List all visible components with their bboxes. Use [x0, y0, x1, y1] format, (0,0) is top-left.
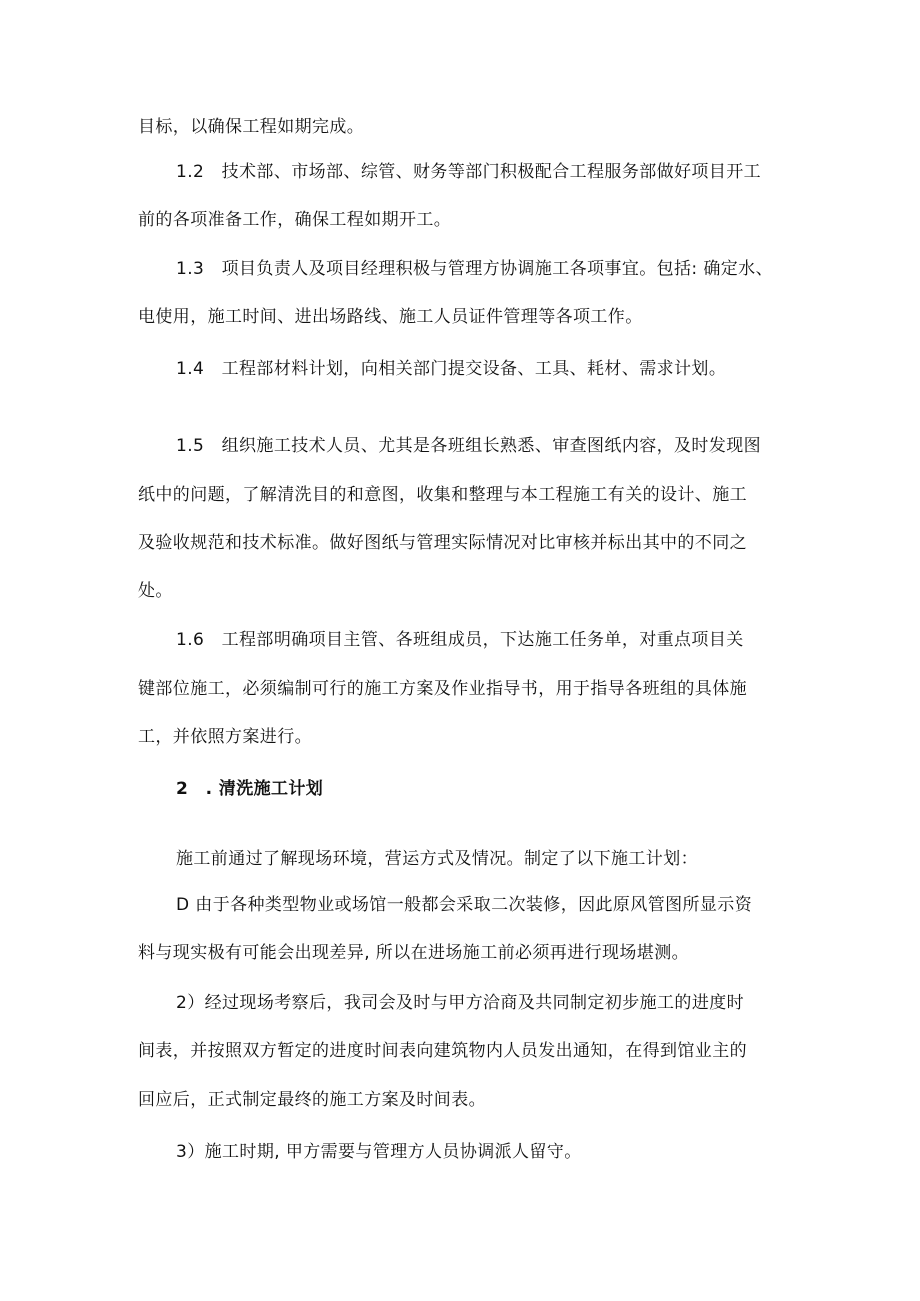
- text-line-3: 前的各项准备工作，确保工程如期开工。: [138, 210, 452, 230]
- text-line-8: 纸中的问题，了解清洗目的和意图，收集和整理与本工程施工有关的设计、施工: [138, 485, 747, 505]
- text-line-15: D 由于各种类型物业或场馆一般都会采取二次装修，因此原风管图所显示资: [176, 895, 753, 915]
- text-line-13: 工，并依照方案进行。: [138, 727, 312, 747]
- text-line-9: 及验收规范和技术标准。做好图纸与管理实际情况对比审核并标出其中的不同之: [138, 533, 747, 553]
- text-line-2: 1.2 技术部、市场部、综管、财务等部门积极配合工程服务部做好项目开工: [176, 162, 762, 182]
- text-line-10: 处。: [138, 581, 173, 601]
- section-heading: 2 . 清洗施工计划: [176, 779, 324, 799]
- text-line-12: 键部位施工，必须编制可行的施工方案及作业指导书，用于指导各班组的具体施: [138, 679, 747, 699]
- text-line-14: 施工前通过了解现场环境，营运方式及情况。制定了以下施工计划：: [176, 849, 698, 869]
- text-line-4: 1.3 项目负责人及项目经理积极与管理方协调施工各项事宜。包括: 确定水、: [176, 259, 773, 279]
- text-line-19: 回应后，正式制定最终的施工方案及时间表。: [138, 1090, 486, 1110]
- text-line-5: 电使用，施工时间、进出场路线、施工人员证件管理等各项工作。: [138, 307, 643, 327]
- text-line-18: 间表，并按照双方暂定的进度时间表向建筑物内人员发出通知，在得到馆业主的: [138, 1041, 747, 1061]
- text-line-1: 目标，以确保工程如期完成。: [138, 117, 365, 137]
- text-line-6: 1.4 工程部材料计划，向相关部门提交设备、工具、耗材、需求计划。: [176, 359, 727, 379]
- text-line-7: 1.5 组织施工技术人员、尤其是各班组长熟悉、审查图纸内容，及时发现图: [176, 436, 762, 456]
- text-line-16: 料与现实极有可能会出现差异, 所以在进场施工前必须再进行现场堪测。: [138, 943, 690, 963]
- text-line-17: 2）经过现场考察后，我司会及时与甲方洽商及共同制定初步施工的进度时: [176, 993, 745, 1013]
- text-line-11: 1.6 工程部明确项目主管、各班组成员，下达施工任务单，对重点项目关: [176, 630, 744, 650]
- text-line-20: 3）施工时期, 甲方需要与管理方人员协调派人留守。: [176, 1142, 582, 1162]
